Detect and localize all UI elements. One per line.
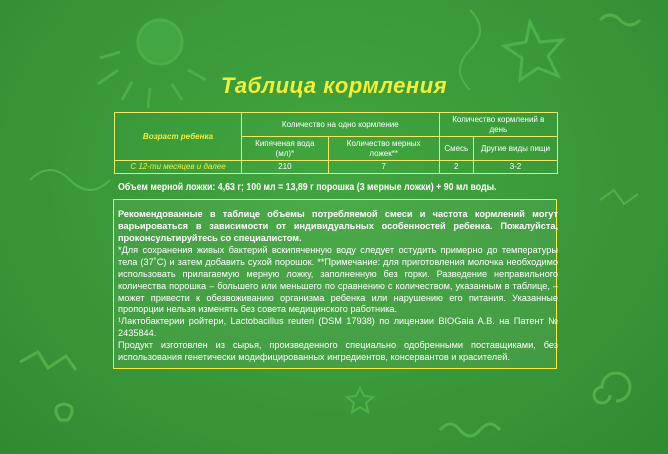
zigzag-doodle: [20, 352, 76, 370]
star-small-doodle: [347, 388, 373, 412]
feeding-table: [114, 112, 558, 174]
spiral-doodle: [594, 373, 630, 403]
page-title: Таблица кормления: [220, 73, 448, 98]
product-info-text: Продукт изготовлен из сырья, произведенного специально одобренными поставщиками, без использования генетически модифицированных ингредиентов, консервантов и красителей.: [118, 339, 558, 362]
notes-text: [118, 209, 558, 363]
scoops-column-header: Количество мерных ложек**: [328, 137, 439, 161]
scoops-cell: 7: [328, 161, 439, 174]
wave-doodle: [440, 424, 500, 436]
other-food-column-header: Другие виды пищи: [473, 137, 557, 161]
table-row: [115, 161, 558, 174]
table-header-row: [115, 113, 558, 137]
water-cell: 210: [242, 161, 329, 174]
water-column-header: Кипяченая вода (мл)*: [242, 137, 329, 161]
formula-cell: 2: [439, 161, 473, 174]
swirl-doodle: [30, 170, 110, 190]
star-doodle: [504, 22, 562, 80]
recommendation-text: Рекомендованные в таблице объемы потребляемой смеси и частота кормлений могут варьироваться в зависимости от индивидуальных особенностей ребенка. Пожалуйста, проконсультируйтесь со специалистом.: [118, 209, 558, 243]
scribble-doodle: [600, 15, 640, 25]
zigzag-right-doodle: [600, 190, 638, 204]
other-food-cell: 3-2: [473, 161, 557, 174]
per-day-header: Количество кормлений в день: [439, 113, 557, 137]
per-feeding-header: Количество на одно кормление: [242, 113, 440, 137]
flower-doodle: [56, 404, 72, 420]
scoop-volume-info: Объем мерной ложки: 4,63 г; 100 мл = 13,89 г порошка (3 мерные ложки) + 90 мл воды.: [118, 182, 497, 193]
lactobacillus-footnote: ¹Лактобактерии ройтери, Lactobacillus reuteri (DSM 17938) по лицензии BIOGaia A.B. на Патент № 2435844.: [118, 316, 558, 338]
formula-column-header: Смесь: [439, 137, 473, 161]
preparation-footnote: *Для сохранения живых бактерий вскипяченную воду следует остудить примерно до температуры тела (37˚C) и затем добавить сухой порошок. **Примечание: для приготовления молочка необходимо использовать прилагаемую мерную ложку, заполненную без горки. Разведение неправильного количества порошка – большего или меньшего по сравнению с количеством, указанным в таблице, – может привести к обезвоживанию организма ребенка или нарушению его питания. Указанные пропорции нельзя изменять без совета медицинского работника.: [118, 245, 558, 315]
age-cell: С 12-ти месяцев и далее: [115, 161, 242, 174]
age-header: Возраст ребенка: [115, 113, 242, 161]
